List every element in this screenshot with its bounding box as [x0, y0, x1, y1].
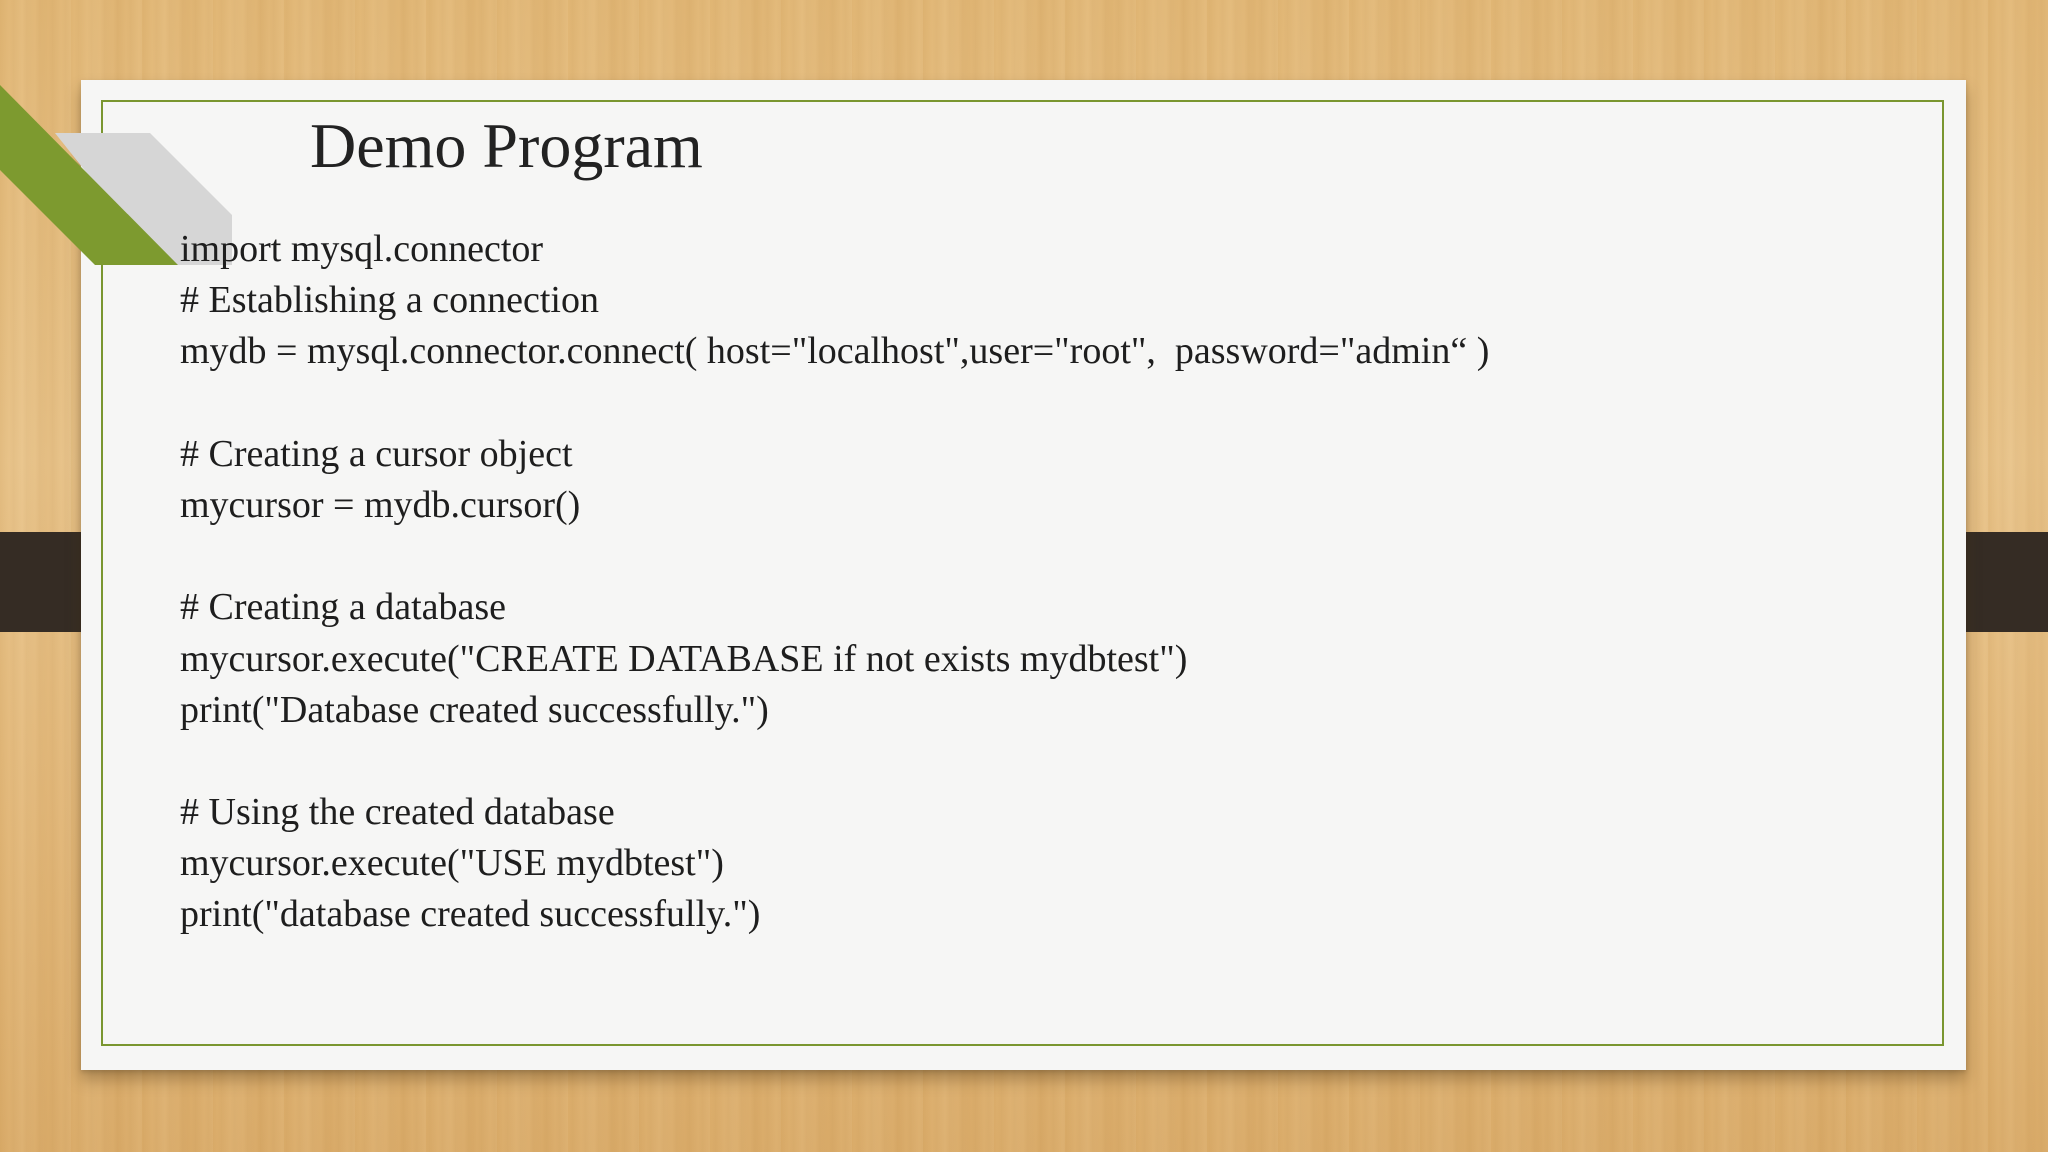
blank-line — [180, 736, 1489, 787]
code-line: mydb = mysql.connector.connect( host="localhost",user="root", password="admin“ ) — [180, 330, 1490, 373]
slide-title: Demo Program — [310, 110, 703, 181]
code-block — [180, 224, 1489, 941]
blank-line — [180, 378, 1489, 429]
code-comment-line: # Creating a cursor object — [180, 432, 573, 475]
code-line: mycursor = mydb.cursor() — [180, 483, 581, 526]
code-comment-line: # Using the created database — [180, 791, 615, 834]
code-line: mycursor.execute("USE mydbtest") — [180, 842, 724, 885]
code-line: print("Database created successfully.") — [180, 688, 769, 731]
code-comment-line: # Establishing a connection — [180, 279, 599, 322]
code-line: import mysql.connector — [180, 228, 544, 270]
blank-line — [180, 531, 1489, 582]
code-line: print("database created successfully.") — [180, 893, 761, 936]
code-comment-line: # Creating a database — [180, 586, 507, 629]
code-line: mycursor.execute("CREATE DATABASE if not exists mydbtest") — [180, 637, 1188, 680]
